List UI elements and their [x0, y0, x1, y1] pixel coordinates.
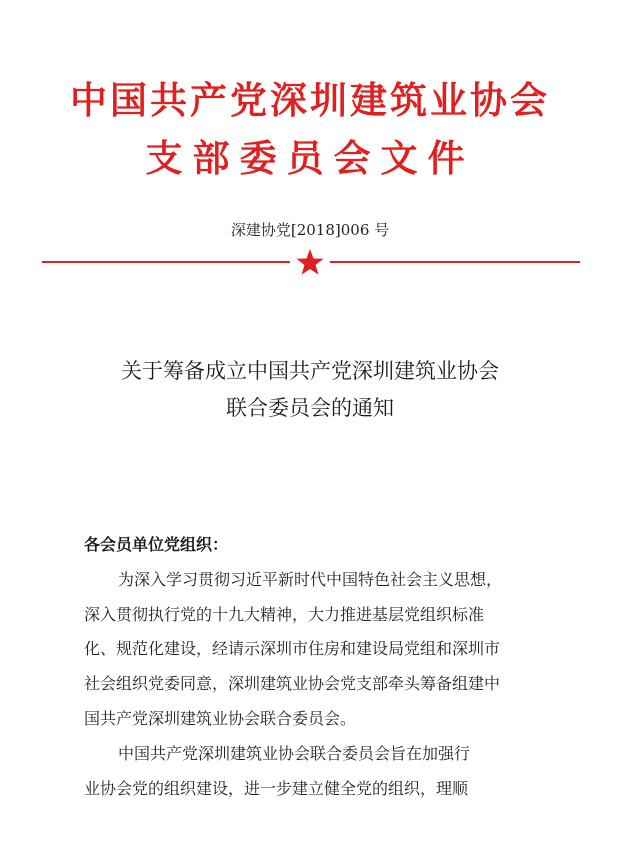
body-text-line: 国共产党深圳建筑业协会联合委员会。	[84, 709, 357, 728]
notice-title-line1: 关于筹备成立中国共产党深圳建筑业协会	[121, 359, 499, 383]
body-text-line: 化、规范化建设，经请示深圳市住房和建设局党组和深圳市	[84, 639, 501, 658]
document-number: 深建协党[2018]006 号	[230, 221, 390, 239]
red-divider-right	[330, 261, 580, 263]
body-text-line: 业协会党的组织建设，进一步建立健全党的组织，理顺	[84, 779, 469, 798]
body-text-line: 为深入学习贯彻习近平新时代中国特色社会主义思想，	[118, 570, 503, 589]
body-text-line: 中国共产党深圳建筑业协会联合委员会旨在加强行	[118, 744, 471, 763]
red-divider-left	[42, 261, 290, 263]
notice-title-line2: 联合委员会的通知	[226, 396, 394, 420]
document-header-title-line2: 支部委员会文件	[145, 136, 475, 180]
body-text-line: 社会组织党委同意，深圳建筑业协会党支部牵头筹备组建中	[84, 674, 501, 693]
document-header-title-line1: 中国共产党深圳建筑业协会	[70, 78, 550, 122]
salutation: 各会员单位党组织：	[84, 535, 229, 554]
body-text-line: 深入贯彻执行党的十九大精神，大力推进基层党组织标准	[84, 605, 485, 624]
star-icon	[295, 248, 325, 276]
